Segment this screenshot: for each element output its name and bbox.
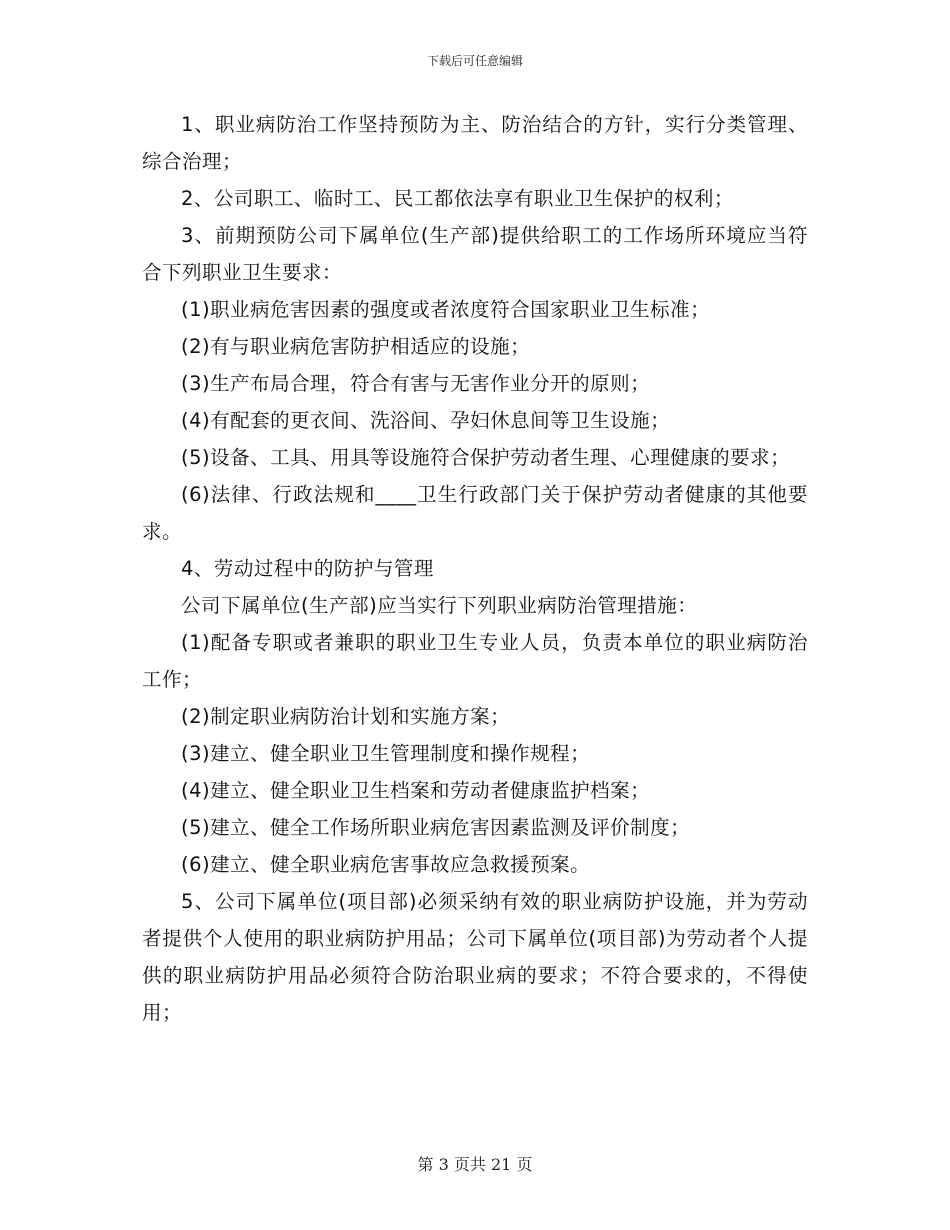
paragraph-1: 1、职业病防治工作坚持预防为主、防治结合的方针，实行分类管理、综合治理； bbox=[142, 113, 808, 173]
paragraph-4-heading: 4、劳动过程中的防护与管理 bbox=[181, 557, 434, 580]
page-footer: 第 3 页共 21 页 bbox=[417, 1155, 533, 1174]
paragraph-3-item-3: (3)生产布局合理，符合有害与无害作业分开的原则； bbox=[181, 372, 651, 395]
paragraph-4-item-6: (6)建立、健全职业病危害事故应急救援预案。 bbox=[181, 853, 591, 876]
paragraph-4-item-5: (5)建立、健全工作场所职业病危害因素监测及评价制度； bbox=[181, 816, 691, 839]
paragraph-4-item-3: (3)建立、健全职业卫生管理制度和操作规程； bbox=[181, 742, 591, 765]
paragraph-5: 5、公司下属单位(项目部)必须采纳有效的职业病防护设施，并为劳动者提供个人使用的职业病防护用品；公司下属单位(项目部)为劳动者个人提供的职业病防护用品必须符合防治职业病的要求；不符合要求的，不得使用； bbox=[142, 890, 808, 1024]
paragraph-3-item-1: (1)职业病危害因素的强度或者浓度符合国家职业卫生标准； bbox=[181, 298, 711, 321]
paragraph-3: 3、前期预防公司下属单位(生产部)提供给职工的工作场所环境应当符合下列职业卫生要求： bbox=[142, 224, 808, 284]
paragraph-2: 2、公司职工、临时工、民工都依法享有职业卫生保护的权利； bbox=[181, 187, 734, 210]
paragraph-4-item-2: (2)制定职业病防治计划和实施方案； bbox=[181, 705, 511, 728]
paragraph-3-item-4: (4)有配套的更衣间、洗浴间、孕妇休息间等卫生设施； bbox=[181, 409, 671, 432]
paragraph-4-item-4: (4)建立、健全职业卫生档案和劳动者健康监护档案； bbox=[181, 779, 651, 802]
document-body bbox=[142, 106, 808, 1031]
paragraph-3-item-2: (2)有与职业病危害防护相适应的设施； bbox=[181, 335, 531, 358]
page-header: 下载后可任意编辑 bbox=[426, 54, 523, 68]
paragraph-3-item-6: (6)法律、行政法规和____卫生行政部门关于保护劳动者健康的其他要求。 bbox=[142, 483, 808, 543]
paragraph-4-intro: 公司下属单位(生产部)应当实行下列职业病防治管理措施： bbox=[181, 594, 698, 617]
paragraph-3-item-5: (5)设备、工具、用具等设施符合保护劳动者生理、心理健康的要求； bbox=[181, 446, 791, 469]
paragraph-4-item-1: (1)配备专职或者兼职的职业卫生专业人员，负责本单位的职业病防治工作； bbox=[142, 631, 808, 691]
